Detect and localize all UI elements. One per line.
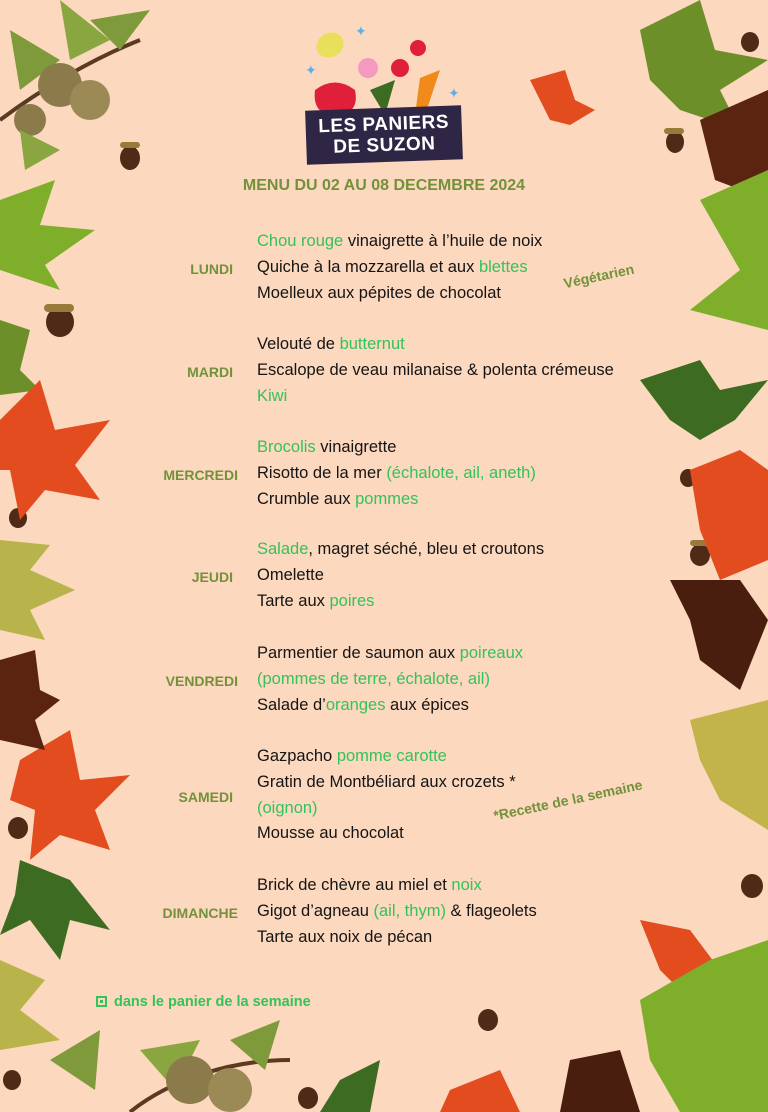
basket-ingredient: poires [329, 591, 375, 610]
basket-ingredient: Kiwi [257, 386, 288, 405]
menu-dish [257, 876, 482, 895]
logo-line-2: DE SUZON [332, 133, 436, 158]
basket-ingredient: poireaux [459, 644, 523, 662]
svg-text:✦: ✦ [355, 23, 367, 39]
basket-ingredient: Chou rouge [257, 232, 344, 250]
menu-dish [257, 258, 528, 277]
basket-ingredient: pomme carotte [336, 747, 447, 765]
menu-dish [257, 592, 374, 611]
legend-square-icon [96, 996, 107, 1007]
menu-dish [257, 361, 614, 380]
dish-text: Parmentier de saumon aux [257, 644, 460, 662]
legend-text: dans le panier de la semaine [114, 994, 311, 1010]
dish-text: Omelette [257, 565, 324, 584]
menu-dish [257, 232, 542, 251]
red-leaf-left [0, 380, 110, 520]
dish-text: Tarte aux [257, 591, 330, 610]
dish-text: , magret séché, bleu et croutons [308, 540, 545, 558]
basket-ingredient: oranges [325, 695, 386, 714]
dish-text: Risotto de la mer [257, 463, 387, 482]
logo-line-1: LES PANIERS [317, 111, 450, 138]
day-label-vendredi: VENDREDI [165, 672, 238, 689]
menu-dish [257, 387, 287, 406]
menu-dish [257, 438, 396, 457]
recipe-of-week-stamp: *Recette de la semaine [491, 776, 644, 824]
basket-ingredient: pommes [355, 489, 419, 508]
dish-text: Moelleux aux pépites de chocolat [257, 283, 501, 302]
dish-text: Crumble aux [257, 489, 356, 508]
dish-text: Gazpacho [257, 747, 337, 765]
basket-ingredient: Brocolis [257, 438, 316, 456]
dish-text: Tarte aux noix de pécan [257, 927, 433, 946]
svg-text:✦: ✦ [448, 85, 460, 101]
dish-text: Brick de chèvre au miel et [257, 876, 452, 894]
vegetarian-stamp: Végétarien [562, 260, 636, 292]
menu-dish [257, 464, 536, 483]
day-label-mardi: MARDI [187, 363, 233, 380]
menu-dish [257, 670, 490, 689]
dish-text: Gigot d’agneau [257, 901, 374, 920]
menu-dish [257, 747, 447, 766]
menu-dish [257, 566, 324, 585]
day-label-lundi: LUNDI [190, 260, 233, 277]
basket-ingredient: (ail, thym) [373, 901, 446, 920]
basket-ingredient: blettes [478, 257, 528, 276]
dish-text: Mousse au chocolat [257, 824, 404, 843]
day-label-samedi: SAMEDI [178, 788, 233, 805]
dish-text: aux épices [385, 695, 469, 714]
menu-dish [257, 824, 404, 843]
dish-text: vinaigrette à l’huile de noix [343, 232, 543, 250]
menu-dish [257, 799, 318, 818]
dish-text: Quiche à la mozzarella et aux [257, 257, 479, 276]
legend [96, 994, 311, 1010]
basket-ingredient: (oignon) [257, 798, 318, 817]
basket-ingredient: (échalote, ail, aneth) [386, 463, 536, 482]
menu-dish [257, 773, 516, 792]
menu-dish [257, 644, 523, 663]
logo-badge [305, 105, 463, 164]
dish-text: Velouté de [257, 335, 340, 353]
green-leaf-left [0, 180, 95, 290]
menu-dish [257, 490, 418, 509]
dish-text: Gratin de Montbéliard aux crozets * [257, 772, 516, 791]
vegetables-icon [300, 20, 470, 115]
dish-text: vinaigrette [315, 438, 397, 456]
dish-text: Escalope de veau milanaise & polenta crémeuse [257, 360, 614, 379]
basket-ingredient: noix [451, 876, 482, 894]
basket-ingredient: butternut [339, 335, 405, 353]
menu-dish [257, 928, 432, 947]
menu-dish [257, 540, 544, 559]
basket-ingredient: Salade [257, 540, 309, 558]
day-label-mercredi: MERCREDI [163, 466, 238, 483]
menu-dish [257, 696, 469, 715]
dish-text: Salade d’ [257, 695, 326, 714]
basket-ingredient: (pommes de terre, échalote, ail) [257, 669, 490, 688]
dish-text: & flageolets [445, 901, 537, 920]
logo [300, 20, 470, 170]
menu-dish [257, 335, 405, 354]
menu-dish [257, 284, 501, 303]
chestnut-branch-bottom [50, 1020, 290, 1112]
menu-dish [257, 902, 537, 921]
svg-text:✦: ✦ [305, 62, 317, 78]
day-label-dimanche: DIMANCHE [162, 904, 238, 921]
menu-title: MENU DU 02 AU 08 DECEMBRE 2024 [242, 177, 526, 194]
day-label-jeudi: JEUDI [191, 568, 233, 585]
